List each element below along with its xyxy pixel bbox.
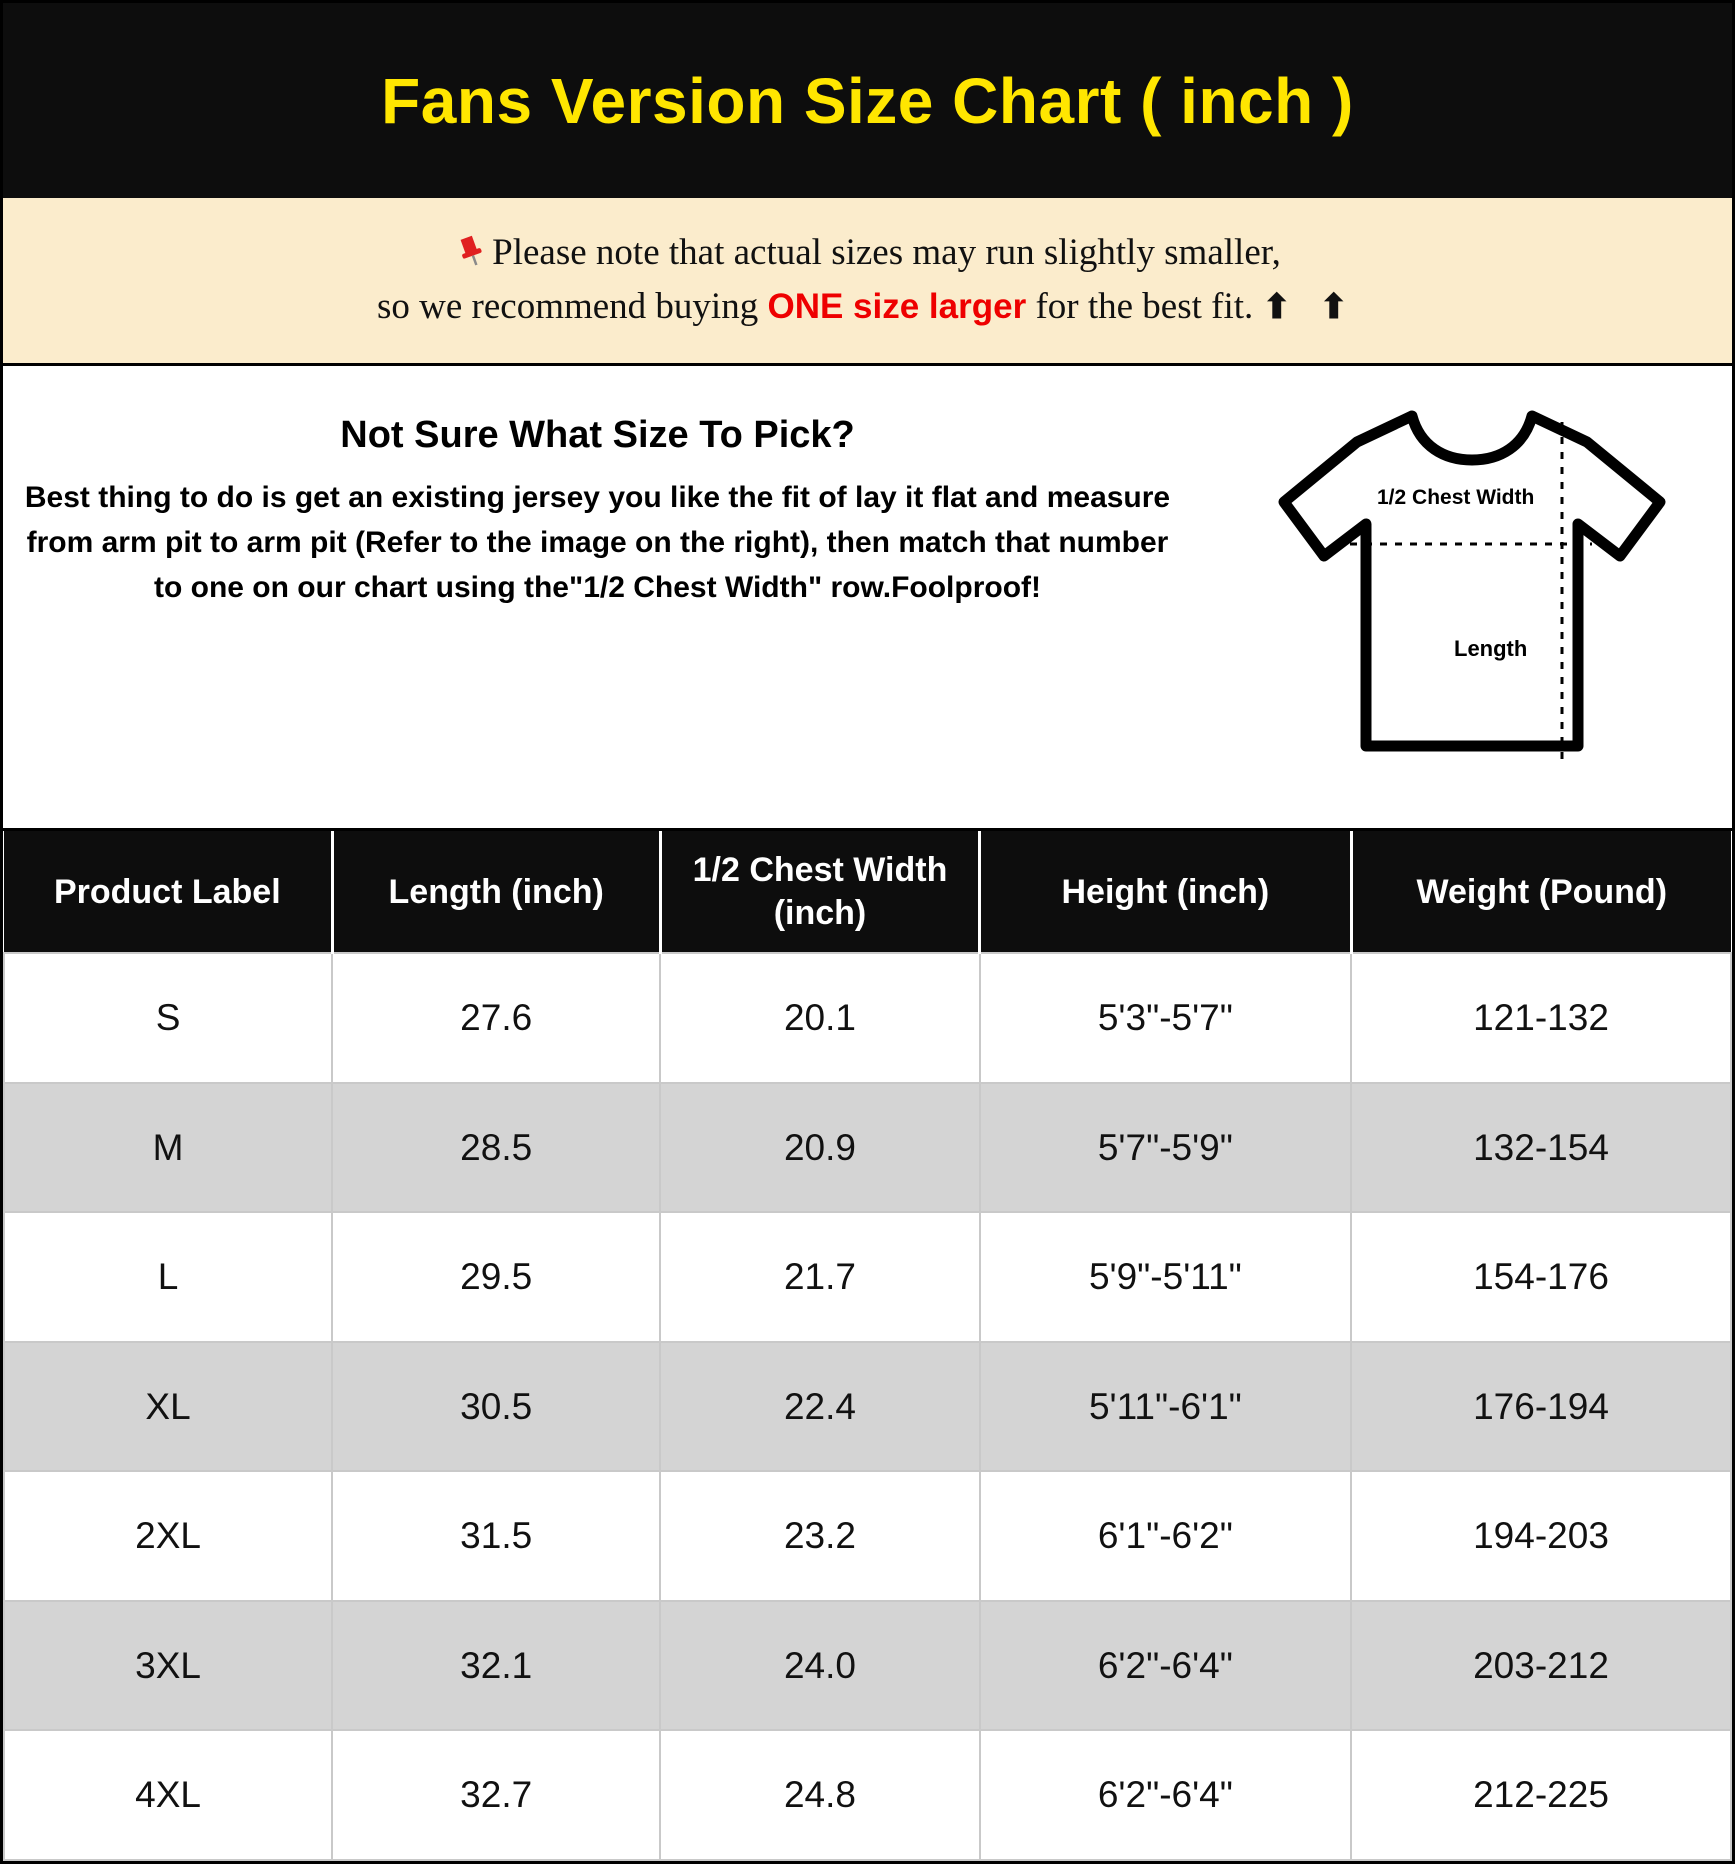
cell-size: L bbox=[4, 1212, 332, 1342]
cell-size: M bbox=[4, 1083, 332, 1213]
column-header-chest-width: 1/2 Chest Width (inch) bbox=[660, 831, 979, 953]
cell-size: 3XL bbox=[4, 1601, 332, 1731]
cell-size: XL bbox=[4, 1342, 332, 1472]
chest-width-label: 1/2 Chest Width bbox=[1377, 486, 1535, 510]
cell-weight: 194-203 bbox=[1351, 1471, 1731, 1601]
table-row bbox=[4, 1471, 1731, 1601]
column-header-product-label: Product Label bbox=[4, 831, 332, 953]
arrow-up-icon: ⬆ ⬆ bbox=[1262, 288, 1359, 326]
cell-size: 2XL bbox=[4, 1471, 332, 1601]
cell-size: S bbox=[4, 953, 332, 1083]
length-label: Length bbox=[1454, 636, 1528, 662]
cell-length: 28.5 bbox=[332, 1083, 660, 1213]
cell-height: 5'7"-5'9" bbox=[980, 1083, 1351, 1213]
cell-height: 5'11"-6'1" bbox=[980, 1342, 1351, 1472]
cell-chest-width: 20.1 bbox=[660, 953, 979, 1083]
cell-weight: 132-154 bbox=[1351, 1083, 1731, 1213]
note-text-2-before: so we recommend buying bbox=[376, 285, 768, 327]
cell-height: 6'1"-6'2" bbox=[980, 1471, 1351, 1601]
info-section bbox=[3, 366, 1732, 831]
cell-height: 5'9"-5'11" bbox=[980, 1212, 1351, 1342]
cell-length: 30.5 bbox=[332, 1342, 660, 1472]
cell-size: 4XL bbox=[4, 1730, 332, 1860]
title-bar bbox=[3, 3, 1732, 198]
cell-length: 32.7 bbox=[332, 1730, 660, 1860]
cell-weight: 212-225 bbox=[1351, 1730, 1731, 1860]
note-band bbox=[3, 198, 1732, 366]
note-highlight: ONE size larger bbox=[767, 286, 1027, 326]
cell-chest-width: 20.9 bbox=[660, 1083, 979, 1213]
info-body: Best thing to do is get an existing jersey you like the fit of lay it flat and measure from arm pit to arm pit (Refer to the image on the right), then match that number to one on our chart using the"1/2 Chest Width" row.Foolproof! bbox=[24, 481, 1171, 605]
table-header-row bbox=[4, 831, 1731, 953]
table-row bbox=[4, 1601, 1731, 1731]
table-row bbox=[4, 1730, 1731, 1860]
cell-length: 31.5 bbox=[332, 1471, 660, 1601]
column-header-weight: Weight (Pound) bbox=[1351, 831, 1731, 953]
cell-weight: 154-176 bbox=[1351, 1212, 1731, 1342]
cell-length: 32.1 bbox=[332, 1601, 660, 1731]
column-header-length: Length (inch) bbox=[332, 831, 660, 953]
cell-height: 6'2"-6'4" bbox=[980, 1601, 1351, 1731]
table-row bbox=[4, 1212, 1731, 1342]
table-row bbox=[4, 1083, 1731, 1213]
cell-length: 29.5 bbox=[332, 1212, 660, 1342]
cell-weight: 121-132 bbox=[1351, 953, 1731, 1083]
note-line-2 bbox=[33, 280, 1702, 334]
note-text-1: Please note that actual sizes may run slightly smaller, bbox=[492, 232, 1281, 273]
page-title: Fans Version Size Chart ( inch ) bbox=[381, 64, 1354, 137]
cell-weight: 176-194 bbox=[1351, 1342, 1731, 1472]
size-table bbox=[3, 831, 1732, 1861]
note-line-1 bbox=[33, 226, 1702, 280]
cell-height: 5'3"-5'7" bbox=[980, 953, 1351, 1083]
cell-chest-width: 24.8 bbox=[660, 1730, 979, 1860]
info-heading: Not Sure What Size To Pick? bbox=[340, 414, 855, 457]
cell-height: 6'2"-6'4" bbox=[980, 1730, 1351, 1860]
tshirt-diagram bbox=[1212, 366, 1732, 774]
info-text-block bbox=[3, 366, 1212, 610]
note-text-2-after: for the best fit. bbox=[1026, 285, 1263, 327]
column-header-height: Height (inch) bbox=[980, 831, 1351, 953]
cell-chest-width: 21.7 bbox=[660, 1212, 979, 1342]
cell-length: 27.6 bbox=[332, 953, 660, 1083]
cell-chest-width: 24.0 bbox=[660, 1601, 979, 1731]
cell-weight: 203-212 bbox=[1351, 1601, 1731, 1731]
table-row bbox=[4, 953, 1731, 1083]
cell-chest-width: 23.2 bbox=[660, 1471, 979, 1601]
pushpin-icon bbox=[454, 230, 488, 284]
table-row bbox=[4, 1342, 1731, 1472]
cell-chest-width: 22.4 bbox=[660, 1342, 979, 1472]
